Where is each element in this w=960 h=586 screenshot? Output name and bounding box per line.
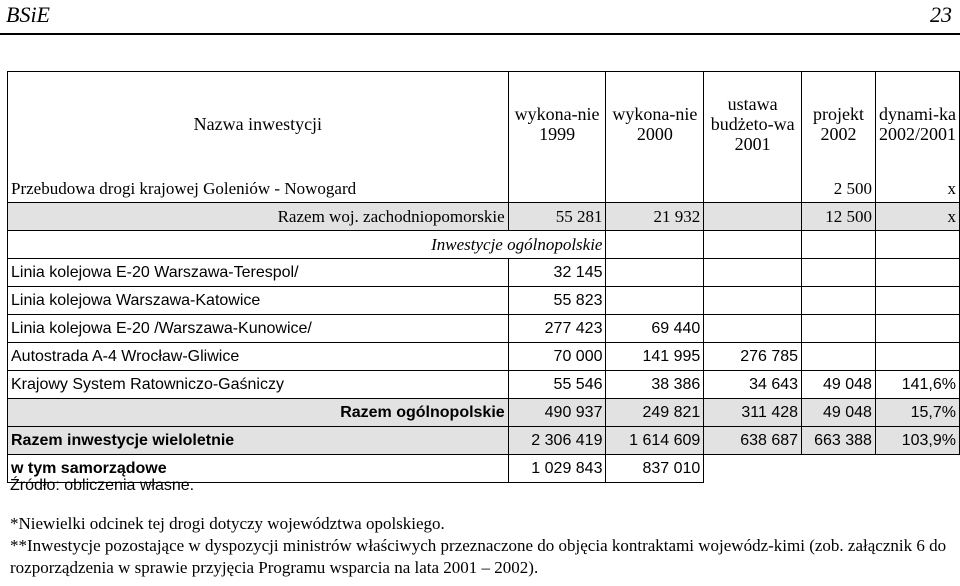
cell-1999: 277 423 — [508, 315, 606, 343]
table-row — [8, 427, 960, 455]
cell-2001: 34 643 — [704, 371, 802, 399]
cell-2002 — [802, 315, 876, 343]
cell-2000 — [606, 287, 704, 315]
footnote-2: **Inwestycje pozostające w dyspozycji ministrów właściwych przeznaczone do objęcia kontraktami wojewódz-kimi (zob. załącznik 6 do rozporządzenia w sprawie przyjęcia Programu wsparcia na lata 2001 – 2002). — [10, 536, 947, 577]
footnotes — [10, 513, 955, 579]
row-name: Razem woj. zachodniopomorskie — [8, 203, 509, 231]
section-title: Inwestycje ogólnopolskie — [8, 231, 606, 259]
blank-cell — [875, 231, 959, 259]
cell-2002: 12 500 — [802, 203, 876, 231]
cell-2001 — [704, 455, 802, 483]
blank-cell — [704, 231, 802, 259]
cell-2000: 21 932 — [606, 203, 704, 231]
cell-2002: 49 048 — [802, 371, 876, 399]
cell-dynamics: x — [875, 175, 959, 203]
table-row — [8, 371, 960, 399]
row-name: Linia kolejowa Warszawa-Katowice — [8, 287, 509, 315]
blank-cell — [802, 231, 876, 259]
cell-dynamics — [875, 315, 959, 343]
cell-2002: 2 500 — [802, 175, 876, 203]
cell-1999 — [508, 175, 606, 203]
table-row — [8, 287, 960, 315]
row-name: Krajowy System Ratowniczo-Gaśniczy — [8, 371, 509, 399]
footnote-1: *Niewielki odcinek tej drogi dotyczy województwa opolskiego. — [10, 514, 445, 533]
col-header-1999: wykona-nie 1999 — [508, 72, 606, 176]
col-header-name: Nazwa inwestycji — [8, 72, 509, 176]
cell-1999: 32 145 — [508, 259, 606, 287]
cell-2000: 249 821 — [606, 399, 704, 427]
cell-2000: 141 995 — [606, 343, 704, 371]
col-header-2001: ustawa budżeto-wa 2001 — [704, 72, 802, 176]
header-rule — [0, 33, 960, 35]
cell-2001 — [704, 203, 802, 231]
cell-1999: 55 281 — [508, 203, 606, 231]
cell-2001 — [704, 287, 802, 315]
cell-2000: 38 386 — [606, 371, 704, 399]
row-name: Razem ogólnopolskie — [8, 399, 509, 427]
cell-dynamics: 103,9% — [875, 427, 959, 455]
cell-dynamics — [875, 287, 959, 315]
table-row — [8, 203, 960, 231]
cell-dynamics — [875, 343, 959, 371]
cell-2002 — [802, 287, 876, 315]
cell-2001 — [704, 259, 802, 287]
cell-1999: 1 029 843 — [508, 455, 606, 483]
cell-dynamics: 15,7% — [875, 399, 959, 427]
page-number: 23 — [930, 2, 952, 27]
row-name: Razem inwestycje wieloletnie — [8, 427, 509, 455]
table-header-row — [8, 72, 960, 176]
cell-1999: 55 823 — [508, 287, 606, 315]
cell-dynamics: 141,6% — [875, 371, 959, 399]
cell-2001: 311 428 — [704, 399, 802, 427]
cell-2000: 1 614 609 — [606, 427, 704, 455]
table-row — [8, 343, 960, 371]
cell-2000: 837 010 — [606, 455, 704, 483]
source-note: Źródło: obliczenia własne. — [10, 477, 195, 494]
cell-dynamics — [875, 455, 959, 483]
col-header-dynamics: dynami-ka 2002/2001 — [875, 72, 959, 176]
blank-cell — [606, 231, 704, 259]
table-row — [8, 175, 960, 203]
cell-2002 — [802, 455, 876, 483]
cell-dynamics — [875, 259, 959, 287]
page-header — [0, 0, 960, 32]
cell-1999: 55 546 — [508, 371, 606, 399]
cell-dynamics: x — [875, 203, 959, 231]
table-row — [8, 399, 960, 427]
cell-2001 — [704, 175, 802, 203]
row-name: Linia kolejowa E-20 Warszawa-Terespol/ — [8, 259, 509, 287]
cell-2000 — [606, 175, 704, 203]
cell-2002 — [802, 259, 876, 287]
row-name: Autostrada A-4 Wrocław-Gliwice — [8, 343, 509, 371]
cell-1999: 490 937 — [508, 399, 606, 427]
table-row — [8, 315, 960, 343]
cell-2002: 49 048 — [802, 399, 876, 427]
brand-title: BSiE — [6, 2, 50, 27]
cell-2002 — [802, 343, 876, 371]
col-header-2000: wykona-nie 2000 — [606, 72, 704, 176]
table-row — [8, 259, 960, 287]
cell-2000 — [606, 259, 704, 287]
cell-2001 — [704, 315, 802, 343]
cell-2002: 663 388 — [802, 427, 876, 455]
investment-table — [7, 71, 960, 483]
row-name: w tym samorządowe — [8, 455, 509, 483]
cell-2001: 276 785 — [704, 343, 802, 371]
section-row — [8, 231, 960, 259]
cell-1999: 70 000 — [508, 343, 606, 371]
cell-2000: 69 440 — [606, 315, 704, 343]
cell-2001: 638 687 — [704, 427, 802, 455]
row-name: Przebudowa drogi krajowej Goleniów - Nowogard — [8, 175, 509, 203]
cell-1999: 2 306 419 — [508, 427, 606, 455]
row-name: Linia kolejowa E-20 /Warszawa-Kunowice/ — [8, 315, 509, 343]
col-header-2002: projekt 2002 — [802, 72, 876, 176]
